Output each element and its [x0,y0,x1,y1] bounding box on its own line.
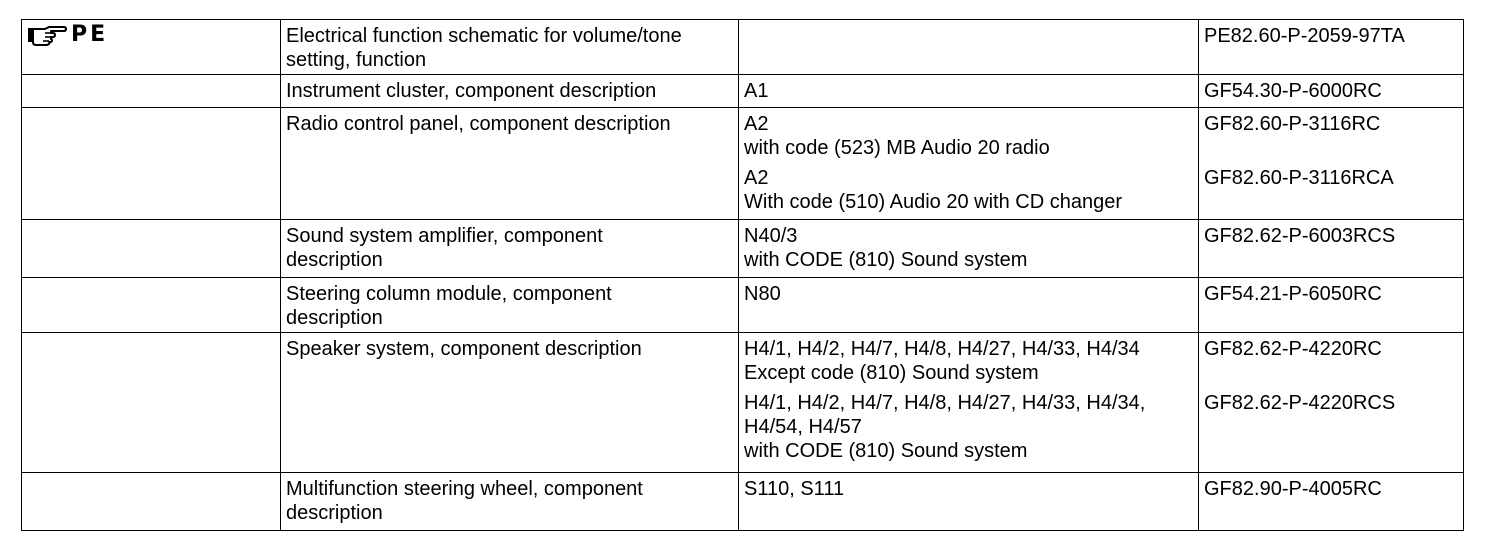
document-cell [1199,75,1464,108]
title-cell [281,75,739,108]
condition-line: A1 [744,80,769,102]
title-line: Steering column module, component [286,283,612,305]
title-line: description [286,502,383,524]
condition-line: Except code (810) Sound system [744,362,1039,384]
title-line: setting, function [286,49,427,71]
pointing-hand-icon [27,24,67,46]
condition-cell [739,473,1199,531]
table-row [22,220,1464,278]
title-line: description [286,307,383,329]
title-cell [281,220,739,278]
document-cell [1199,333,1464,473]
empty-cell [22,333,281,473]
document-number[interactable]: GF82.62-P-4220RC [1204,338,1382,360]
title-cell [281,108,739,220]
title-cell [281,20,739,75]
condition-cell [739,108,1199,220]
empty-cell [22,220,281,278]
document-cell [1199,220,1464,278]
title-line: Sound system amplifier, component [286,225,603,247]
condition-cell [739,333,1199,473]
condition-line: N40/3 [744,225,798,247]
pe-marker [27,24,275,46]
table-row [22,108,1464,220]
table-row [22,333,1464,473]
title-cell [281,278,739,333]
empty-cell [22,75,281,108]
reference-table [21,19,1464,531]
doc-gap [1204,136,1458,160]
document-cell [1199,473,1464,531]
condition-line: H4/1, H4/2, H4/7, H4/8, H4/27, H4/33, H4/34 [744,338,1140,360]
document-number[interactable]: PE82.60-P-2059-97TA [1204,25,1405,47]
condition-block [744,112,1193,160]
condition-block [744,337,1193,385]
document-number[interactable]: GF82.60-P-3116RC [1204,113,1381,135]
condition-cell [739,220,1199,278]
title-cell [281,473,739,531]
document-number[interactable]: GF82.60-P-3116RCA [1204,167,1394,189]
marker-cell [22,20,281,75]
condition-line: A2 [744,167,769,189]
table-row [22,278,1464,333]
title-line: Electrical function schematic for volume/tone [286,25,682,47]
document-cell [1199,278,1464,333]
document-number[interactable]: GF82.62-P-4220RCS [1204,392,1396,414]
document-cell [1199,108,1464,220]
condition-line: H4/54, H4/57 [744,416,862,438]
condition-line: N80 [744,283,781,305]
condition-line: with CODE (810) Sound system [744,249,1028,271]
document-cell [1199,20,1464,75]
table-row [22,75,1464,108]
title-line: Radio control panel, component description [286,113,671,135]
condition-block [744,166,1193,214]
table-row [22,473,1464,531]
condition-block [744,391,1193,463]
condition-cell [739,75,1199,108]
condition-line: S110, S111 [744,478,845,500]
title-line: Multifunction steering wheel, component [286,478,643,500]
empty-cell [22,108,281,220]
empty-cell [22,473,281,531]
condition-line: H4/1, H4/2, H4/7, H4/8, H4/27, H4/33, H4/34, [744,392,1146,414]
condition-line: with CODE (810) Sound system [744,440,1028,462]
title-line: Instrument cluster, component description [286,80,657,102]
condition-line: A2 [744,113,769,135]
condition-cell [739,20,1199,75]
document-number[interactable]: GF54.21-P-6050RC [1204,283,1382,305]
document-number[interactable]: GF82.90-P-4005RC [1204,478,1382,500]
marker-label: PE [71,22,109,47]
title-line: Speaker system, component description [286,338,642,360]
condition-line: With code (510) Audio 20 with CD changer [744,191,1122,213]
title-cell [281,333,739,473]
doc-gap [1204,361,1458,385]
document-number[interactable]: GF82.62-P-6003RCS [1204,225,1396,247]
table-row-header [22,20,1464,75]
empty-cell [22,278,281,333]
condition-cell [739,278,1199,333]
condition-line: with code (523) MB Audio 20 radio [744,137,1050,159]
title-line: description [286,249,383,271]
document-number[interactable]: GF54.30-P-6000RC [1204,80,1382,102]
